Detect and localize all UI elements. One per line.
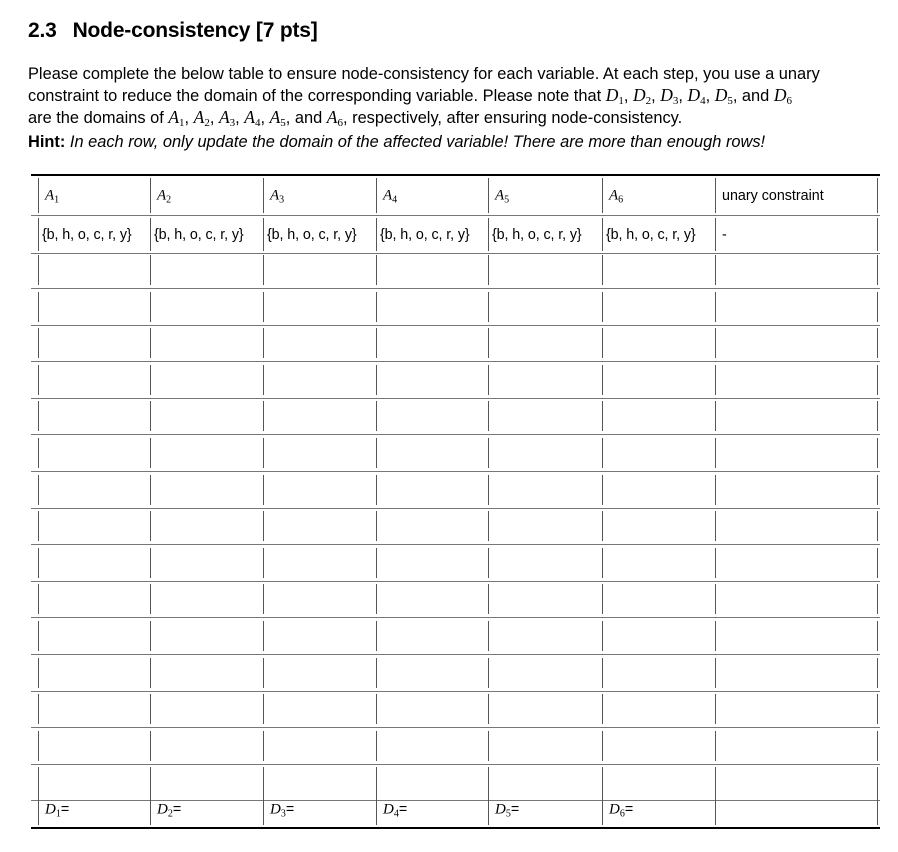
domain-var-d1-subscript: 1 — [618, 95, 624, 107]
empty-cell-a4[interactable] — [376, 511, 488, 541]
empty-cell-a5[interactable] — [488, 255, 602, 285]
domain-variable-list — [606, 87, 792, 105]
empty-cell-a4[interactable] — [376, 438, 488, 468]
row-separator — [31, 434, 880, 435]
final-domain-label-d1 — [45, 802, 69, 819]
empty-cell-a2[interactable] — [150, 438, 263, 468]
empty-cell-a2[interactable] — [150, 365, 263, 395]
initial-domain-a2: {b, h, o, c, r, y} — [154, 226, 244, 243]
empty-cell-a5[interactable] — [488, 438, 602, 468]
initial-cell-a4 — [376, 218, 488, 251]
domain-var-d3-symbol: D — [660, 85, 673, 105]
var-a2-symbol: A — [193, 107, 205, 127]
empty-cell-a3[interactable] — [263, 658, 376, 688]
final-cell-a6[interactable] — [602, 795, 715, 825]
var-a3-subscript: 3 — [229, 117, 236, 129]
domain-var-d5-symbol: D — [714, 85, 728, 105]
empty-cell-constraint[interactable] — [715, 694, 878, 724]
initial-constraint: - — [722, 226, 727, 243]
initial-domain-a3: {b, h, o, c, r, y} — [267, 226, 357, 243]
empty-cell-a3[interactable] — [263, 475, 376, 505]
empty-cell-a4[interactable] — [376, 255, 488, 285]
row-separator — [31, 215, 880, 216]
empty-cell-a5[interactable] — [488, 511, 602, 541]
empty-cell-a3[interactable] — [263, 694, 376, 724]
empty-cell-a3[interactable] — [263, 328, 376, 358]
empty-cell-a6[interactable] — [602, 401, 715, 431]
empty-cell-a4[interactable] — [376, 328, 488, 358]
initial-cell-a2 — [150, 218, 263, 251]
final-symbol: D — [495, 801, 506, 818]
header-symbol: A — [270, 187, 280, 203]
var-a3-symbol: A — [218, 107, 230, 127]
domain-var-d2-subscript: 2 — [645, 95, 652, 107]
final-symbol: D — [157, 801, 168, 818]
empty-cell-a2[interactable] — [150, 401, 263, 431]
header-variable-a6 — [609, 187, 623, 204]
row-separator — [31, 361, 880, 362]
empty-cell-a4[interactable] — [376, 767, 488, 797]
domain-var-d1 — [606, 85, 624, 105]
row-separator — [31, 617, 880, 618]
row-separator — [31, 581, 880, 582]
empty-cell-a4[interactable] — [376, 694, 488, 724]
header-cell-a3 — [263, 178, 376, 213]
domain-var-d4-symbol: D — [687, 85, 701, 105]
final-equals: = — [285, 801, 295, 818]
domain-var-d4-subscript: 4 — [700, 95, 706, 107]
header-cell-a5 — [488, 178, 602, 213]
final-domain-label-d6 — [609, 802, 633, 819]
empty-cell-a2[interactable] — [150, 767, 263, 797]
empty-cell-a1[interactable] — [38, 292, 150, 322]
empty-cell-a3[interactable] — [263, 584, 376, 614]
header-unary-constraint: unary constraint — [722, 187, 824, 204]
empty-cell-constraint[interactable] — [715, 328, 878, 358]
header-variable-a1 — [45, 187, 59, 204]
empty-cell-a5[interactable] — [488, 401, 602, 431]
variable-list — [168, 109, 343, 127]
empty-cell-a1[interactable] — [38, 475, 150, 505]
row-separator — [31, 544, 880, 545]
final-symbol: D — [383, 801, 394, 818]
final-domain-label-d2 — [157, 802, 181, 819]
empty-cell-a3[interactable] — [263, 621, 376, 651]
header-cell-a2 — [150, 178, 263, 213]
domain-var-d2 — [633, 85, 651, 105]
empty-cell-a2[interactable] — [150, 511, 263, 541]
row-separator — [31, 398, 880, 399]
initial-cell-a5 — [488, 218, 602, 251]
empty-cell-a3[interactable] — [263, 511, 376, 541]
final-subscript: 4 — [393, 808, 399, 820]
hint — [28, 133, 765, 152]
domain-var-d3 — [660, 85, 678, 105]
var-a4 — [244, 107, 260, 127]
final-symbol: D — [609, 801, 620, 818]
empty-cell-a1[interactable] — [38, 511, 150, 541]
var-a6 — [327, 107, 343, 127]
initial-domain-a4: {b, h, o, c, r, y} — [380, 226, 470, 243]
empty-cell-a2[interactable] — [150, 255, 263, 285]
header-cell-constraint — [715, 178, 878, 213]
domain-var-d4 — [687, 85, 705, 105]
var-a4-symbol: A — [244, 107, 255, 127]
empty-cell-a6[interactable] — [602, 365, 715, 395]
empty-cell-a3[interactable] — [263, 401, 376, 431]
empty-cell-a5[interactable] — [488, 731, 602, 761]
var-a5-symbol: A — [269, 107, 281, 127]
empty-cell-a4[interactable] — [376, 621, 488, 651]
empty-cell-a1[interactable] — [38, 731, 150, 761]
final-cell-a2[interactable] — [150, 795, 263, 825]
var-a2-subscript: 2 — [204, 117, 210, 129]
empty-cell-constraint[interactable] — [715, 255, 878, 285]
empty-cell-a2[interactable] — [150, 584, 263, 614]
header-cell-a1 — [38, 178, 150, 213]
empty-cell-a1[interactable] — [38, 328, 150, 358]
empty-cell-a5[interactable] — [488, 658, 602, 688]
empty-cell-a3[interactable] — [263, 255, 376, 285]
empty-cell-a1[interactable] — [38, 548, 150, 578]
empty-cell-a1[interactable] — [38, 438, 150, 468]
empty-cell-a6[interactable] — [602, 475, 715, 505]
domain-var-d3-subscript: 3 — [672, 95, 679, 107]
section-number: 2.3 — [28, 19, 57, 42]
empty-cell-a6[interactable] — [602, 255, 715, 285]
empty-cell-a3[interactable] — [263, 731, 376, 761]
row-separator — [31, 764, 880, 765]
var-a4-subscript: 4 — [254, 117, 261, 129]
domain-var-d1-symbol: D — [605, 85, 619, 105]
list-separator: , and — [285, 109, 327, 127]
empty-cell-constraint[interactable] — [715, 365, 878, 395]
domain-var-d5 — [715, 85, 733, 105]
empty-cell-a2[interactable] — [150, 621, 263, 651]
list-separator: , — [260, 109, 270, 127]
list-separator: , and — [732, 87, 774, 105]
empty-cell-a4[interactable] — [376, 475, 488, 505]
section-title: Node-consistency [7 pts] — [72, 19, 318, 42]
final-symbol: D — [270, 801, 281, 818]
empty-cell-a4[interactable] — [376, 584, 488, 614]
final-cell-a4[interactable] — [376, 795, 488, 825]
list-separator: , — [678, 87, 688, 105]
initial-cell-a1 — [38, 218, 150, 251]
initial-domain-a1: {b, h, o, c, r, y} — [42, 226, 132, 243]
header-subscript: 3 — [279, 194, 285, 205]
var-a3 — [219, 107, 235, 127]
initial-domain-a5: {b, h, o, c, r, y} — [492, 226, 582, 243]
empty-cell-a1[interactable] — [38, 658, 150, 688]
empty-cell-a1[interactable] — [38, 767, 150, 797]
empty-cell-a3[interactable] — [263, 767, 376, 797]
empty-cell-a5[interactable] — [488, 292, 602, 322]
empty-cell-a5[interactable] — [488, 584, 602, 614]
empty-cell-a2[interactable] — [150, 548, 263, 578]
empty-cell-a5[interactable] — [488, 694, 602, 724]
final-domain-label-d3 — [270, 802, 294, 819]
empty-cell-constraint[interactable] — [715, 401, 878, 431]
final-cell-constraint[interactable] — [715, 795, 878, 825]
list-separator: , — [209, 109, 219, 127]
domain-var-d2-symbol: D — [632, 85, 646, 105]
instructions-line-2-text: constraint to reduce the domain of the corresponding variable. Please note that — [28, 87, 606, 105]
initial-domain-a6: {b, h, o, c, r, y} — [606, 226, 696, 243]
empty-cell-a6[interactable] — [602, 731, 715, 761]
instructions-line-3 — [28, 107, 898, 129]
empty-cell-a1[interactable] — [38, 694, 150, 724]
empty-cell-a6[interactable] — [602, 621, 715, 651]
header-symbol: A — [157, 187, 167, 203]
table-top-rule — [31, 174, 880, 176]
final-cell-a5[interactable] — [488, 795, 602, 825]
final-equals: = — [60, 801, 70, 818]
list-separator: , — [651, 87, 661, 105]
final-subscript: 2 — [167, 808, 173, 820]
row-separator — [31, 288, 880, 289]
empty-cell-a2[interactable] — [150, 694, 263, 724]
header-symbol: A — [45, 187, 55, 203]
row-separator — [31, 325, 880, 326]
instructions-line-3-suffix: , respectively, after ensuring node-consistency. — [343, 109, 683, 127]
empty-cell-a5[interactable] — [488, 767, 602, 797]
list-separator: , — [705, 87, 715, 105]
empty-cell-a4[interactable] — [376, 365, 488, 395]
initial-cell-constraint — [715, 218, 878, 251]
var-a6-subscript: 6 — [337, 117, 343, 129]
row-separator — [31, 508, 880, 509]
initial-cell-a3 — [263, 218, 376, 251]
header-symbol: A — [495, 187, 505, 203]
empty-cell-a6[interactable] — [602, 584, 715, 614]
var-a5 — [270, 107, 286, 127]
final-equals: = — [398, 801, 408, 818]
final-domain-label-d4 — [383, 802, 407, 819]
row-separator — [31, 253, 880, 254]
empty-cell-a6[interactable] — [602, 548, 715, 578]
empty-cell-a4[interactable] — [376, 731, 488, 761]
instructions-line-2 — [28, 85, 898, 107]
empty-cell-a4[interactable] — [376, 548, 488, 578]
header-subscript: 2 — [166, 194, 172, 205]
header-symbol: A — [609, 187, 619, 203]
hint-text: In each row, only update the domain of the affected variable! There are more than enough rows! — [69, 133, 766, 151]
final-domain-label-d5 — [495, 802, 519, 819]
final-subscript: 3 — [280, 808, 286, 820]
empty-cell-a5[interactable] — [488, 365, 602, 395]
domain-var-d6-subscript: 6 — [786, 95, 792, 107]
empty-cell-constraint[interactable] — [715, 511, 878, 541]
row-separator — [31, 727, 880, 728]
list-separator: , — [623, 87, 633, 105]
final-subscript: 1 — [55, 808, 61, 820]
empty-cell-a5[interactable] — [488, 548, 602, 578]
empty-cell-a6[interactable] — [602, 511, 715, 541]
empty-cell-a3[interactable] — [263, 548, 376, 578]
empty-cell-constraint[interactable] — [715, 292, 878, 322]
header-subscript: 5 — [504, 194, 510, 205]
header-symbol: A — [383, 187, 393, 203]
row-separator — [31, 691, 880, 692]
empty-cell-a3[interactable] — [263, 438, 376, 468]
domain-var-d6 — [774, 85, 792, 105]
instructions-line-1: Please complete the below table to ensure node-consistency for each variable. At each step, you use a unary — [28, 65, 820, 83]
domain-var-d5-subscript: 5 — [727, 95, 733, 107]
empty-cell-constraint[interactable] — [715, 438, 878, 468]
final-subscript: 6 — [619, 808, 625, 820]
final-cell-a1[interactable] — [38, 795, 150, 825]
var-a1-subscript: 1 — [179, 117, 185, 129]
list-separator: , — [235, 109, 245, 127]
final-equals: = — [510, 801, 520, 818]
empty-cell-a4[interactable] — [376, 658, 488, 688]
empty-cell-a1[interactable] — [38, 401, 150, 431]
row-separator — [31, 654, 880, 655]
hint-label: Hint: — [28, 133, 66, 151]
empty-cell-a6[interactable] — [602, 658, 715, 688]
empty-cell-a1[interactable] — [38, 365, 150, 395]
section-heading — [28, 19, 318, 43]
list-separator: , — [184, 109, 194, 127]
empty-cell-a5[interactable] — [488, 621, 602, 651]
header-subscript: 1 — [54, 194, 60, 205]
header-variable-a2 — [157, 187, 171, 204]
empty-cell-a2[interactable] — [150, 328, 263, 358]
final-cell-a3[interactable] — [263, 795, 376, 825]
empty-cell-a2[interactable] — [150, 731, 263, 761]
header-cell-a4 — [376, 178, 488, 213]
var-a5-subscript: 5 — [280, 117, 286, 129]
empty-cell-a6[interactable] — [602, 292, 715, 322]
empty-cell-a3[interactable] — [263, 292, 376, 322]
empty-cell-a5[interactable] — [488, 475, 602, 505]
empty-cell-a6[interactable] — [602, 694, 715, 724]
empty-cell-a4[interactable] — [376, 292, 488, 322]
header-subscript: 4 — [392, 194, 398, 205]
instructions-line-3-text: are the domains of — [28, 109, 169, 127]
var-a6-symbol: A — [326, 107, 338, 127]
var-a1 — [168, 107, 184, 127]
empty-cell-constraint[interactable] — [715, 767, 878, 797]
empty-cell-a6[interactable] — [602, 438, 715, 468]
empty-cell-constraint[interactable] — [715, 658, 878, 688]
var-a1-symbol: A — [168, 107, 180, 127]
header-variable-a4 — [383, 187, 397, 204]
final-symbol: D — [45, 801, 56, 818]
empty-cell-a1[interactable] — [38, 584, 150, 614]
row-separator — [31, 471, 880, 472]
empty-cell-a5[interactable] — [488, 328, 602, 358]
final-equals: = — [624, 801, 634, 818]
empty-cell-a6[interactable] — [602, 767, 715, 797]
empty-cell-a2[interactable] — [150, 292, 263, 322]
empty-cell-a1[interactable] — [38, 621, 150, 651]
var-a2 — [194, 107, 210, 127]
initial-cell-a6 — [602, 218, 715, 251]
instructions-paragraph — [28, 64, 898, 129]
empty-cell-a3[interactable] — [263, 365, 376, 395]
header-subscript: 6 — [618, 194, 624, 205]
header-cell-a6 — [602, 178, 715, 213]
empty-cell-a2[interactable] — [150, 658, 263, 688]
domain-var-d6-symbol: D — [773, 85, 787, 105]
empty-cell-constraint[interactable] — [715, 731, 878, 761]
empty-cell-constraint[interactable] — [715, 621, 878, 651]
header-variable-a5 — [495, 187, 509, 204]
empty-cell-a4[interactable] — [376, 401, 488, 431]
empty-cell-a6[interactable] — [602, 328, 715, 358]
header-variable-a3 — [270, 187, 284, 204]
empty-cell-constraint[interactable] — [715, 584, 878, 614]
empty-cell-a1[interactable] — [38, 255, 150, 285]
table-bottom-rule — [31, 827, 880, 829]
empty-cell-constraint[interactable] — [715, 475, 878, 505]
empty-cell-a2[interactable] — [150, 475, 263, 505]
empty-cell-constraint[interactable] — [715, 548, 878, 578]
final-equals: = — [172, 801, 182, 818]
final-subscript: 5 — [505, 808, 511, 820]
